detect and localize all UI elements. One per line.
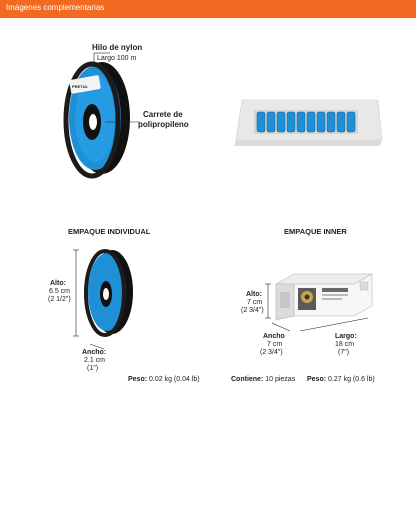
inner-height-label: Alto:	[246, 291, 262, 298]
inner-height-in: (2 3/4")	[241, 307, 264, 314]
individual-package-title: EMPAQUE INDIVIDUAL	[68, 227, 151, 236]
inner-length-in: (7")	[338, 349, 350, 356]
callout-material-length: Largo 100 m	[97, 55, 137, 62]
inner-width-in: (2 3/4")	[260, 349, 283, 356]
individual-height-label: Alto:	[50, 280, 66, 287]
inner-width-cm: 7 cm	[267, 341, 283, 348]
callout-material-title: Hilo de nylon	[92, 43, 143, 52]
inner-length-cm: 18 cm	[335, 341, 355, 348]
section-title: Imágenes complementarias	[6, 3, 105, 12]
inner-weight-label: Peso:	[307, 376, 327, 383]
inner-package-title: EMPAQUE INNER	[284, 227, 347, 236]
inner-weight	[307, 376, 375, 384]
inner-contents	[231, 376, 295, 384]
individual-weight-value: 0.02 kg (0.04 lb)	[147, 376, 200, 383]
inner-contents-label: Contiene:	[231, 376, 264, 383]
spool-brand-label: PRETUL	[72, 84, 88, 89]
individual-width-in: (1")	[87, 365, 99, 372]
inner-length-label: Largo:	[335, 333, 357, 340]
individual-height-in: (2 1/2")	[48, 296, 71, 303]
callout-spool-line2: polipropileno	[138, 120, 189, 129]
inner-height-cm: 7 cm	[247, 299, 263, 306]
individual-height-cm: 6.5 cm	[49, 288, 71, 295]
individual-weight-label: Peso:	[128, 376, 148, 383]
inner-weight-value: 0.27 kg (0.6 lb)	[326, 376, 375, 383]
inner-contents-value: 10 piezas	[263, 376, 296, 383]
callout-spool-line1: Carrete de	[143, 110, 183, 119]
individual-width-cm: 2.1 cm	[84, 357, 106, 364]
individual-width-label: Ancho:	[82, 349, 107, 356]
inner-width-label: Ancho	[263, 333, 285, 340]
